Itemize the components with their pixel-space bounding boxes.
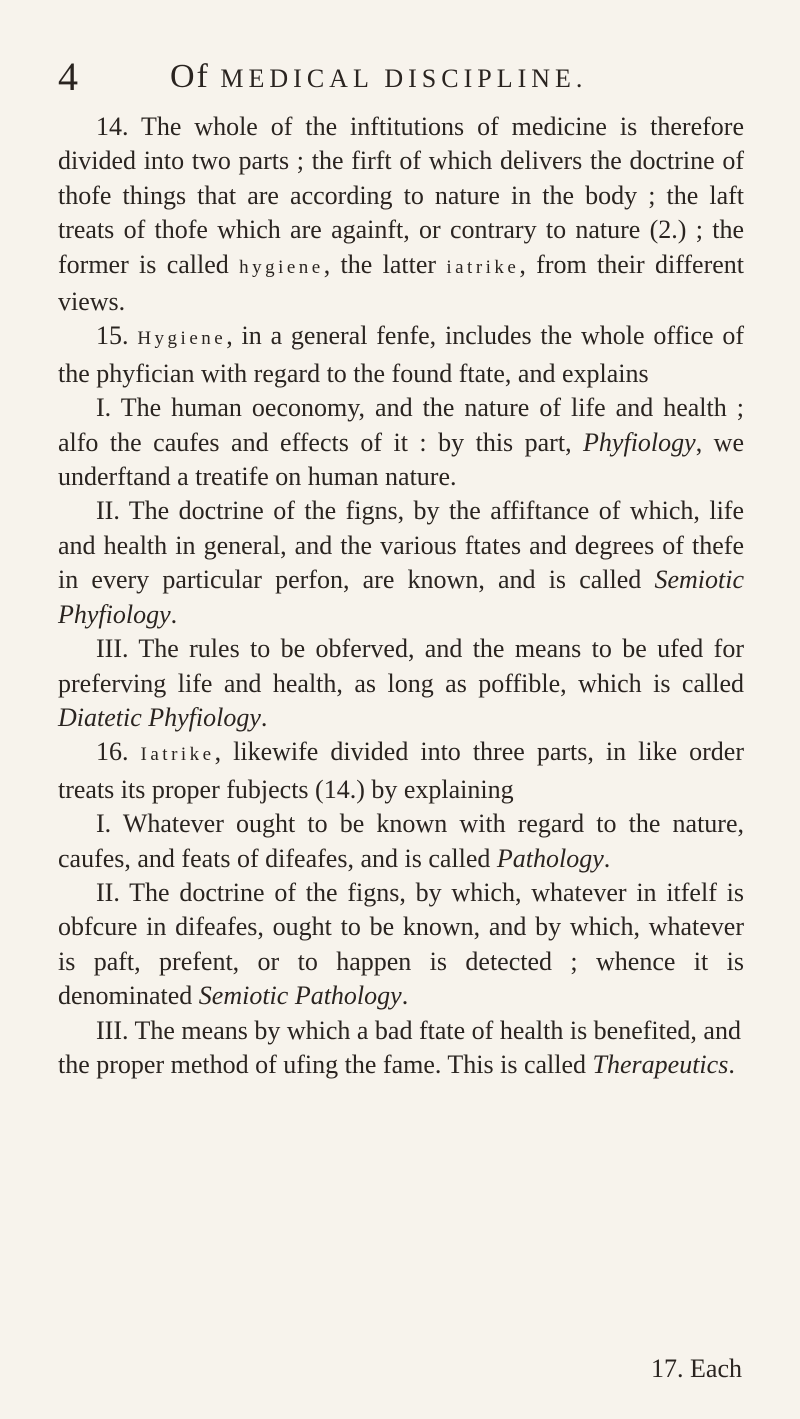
term-semiotic-physiology: Semiotic Phyfiology <box>58 565 744 629</box>
paragraph-16-iii: III. The means by which a bad ftate of health is benefited, and the proper method of ufing the fame. This is called Therapeutics. <box>58 1015 741 1079</box>
term-semiotic-pathology: Semiotic Pathology <box>198 981 402 1011</box>
paragraph-14: 14. The whole of the inftitutions of medicine is therefore divided into two parts ; the firft of which delivers the doctrine of thofe things that are according to nature in the body ; the laft treats of thofe which are againft, or contrary to nature (2.) ; the former is called hygiene, the latter iatrike, from their different views. <box>58 112 744 317</box>
page-number: 4 <box>58 54 78 99</box>
term-hygiene-heading: Hygiene <box>137 328 227 350</box>
paragraph-16-ii: II. The doctrine of the figns, by which, whatever in itfelf is obfcure in difeafes, ought to be known, and by which, whatever is paft, prefent, or to happen is detected ; whence it is denominated Semiotic Pathology. <box>58 877 744 1011</box>
paragraph-15-ii: II. The doctrine of the figns, by the affiftance of which, life and health in general, and the various ftates and degrees of thefe in every particular perfon, are known, and is called Semiotic Phyfiology. <box>58 496 744 629</box>
term-iatrike-heading: Iatrike <box>140 744 215 766</box>
body-text <box>58 110 744 1082</box>
catchword: 17. Each <box>651 1354 742 1383</box>
paragraph-15-i: I. The human oeconomy, and the nature of life and health ; alfo the caufes and effects of it : by this part, Phyfiology, we underftand a treatife on human nature. <box>58 393 744 492</box>
term-physiology: Phyfiology <box>583 427 696 457</box>
running-title: Of MEDICAL DISCIPLINE. <box>170 58 588 95</box>
term-diatetic-physiology: Diatetic Phyfiology <box>58 702 261 732</box>
term-hygiene: hygiene <box>239 256 324 278</box>
paragraph-15-iii: III. The rules to be obferved, and the means to be ufed for preferving life and health, as long as poffible, which is called Diatetic Phyfiology. <box>58 634 744 732</box>
term-therapeutics: Therapeutics <box>592 1049 729 1079</box>
running-title-caps: MEDICAL DISCIPLINE. <box>220 64 588 93</box>
paragraph-15: 15. Hygiene, in a general fenfe, includes the whole office of the phyfician with regard to the found ftate, and explains <box>58 321 745 388</box>
paragraph-16-i: I. Whatever ought to be known with regard to the nature, caufes, and feats of difeafes, and is called Pathology. <box>58 809 744 873</box>
term-iatrike: iatrike <box>446 256 520 278</box>
paragraph-16: 16. Iatrike, likewife divided into three parts, in like order treats its proper fubjects (14.) by explaining <box>58 737 744 804</box>
running-header <box>58 52 742 102</box>
term-pathology: Pathology <box>496 843 604 873</box>
